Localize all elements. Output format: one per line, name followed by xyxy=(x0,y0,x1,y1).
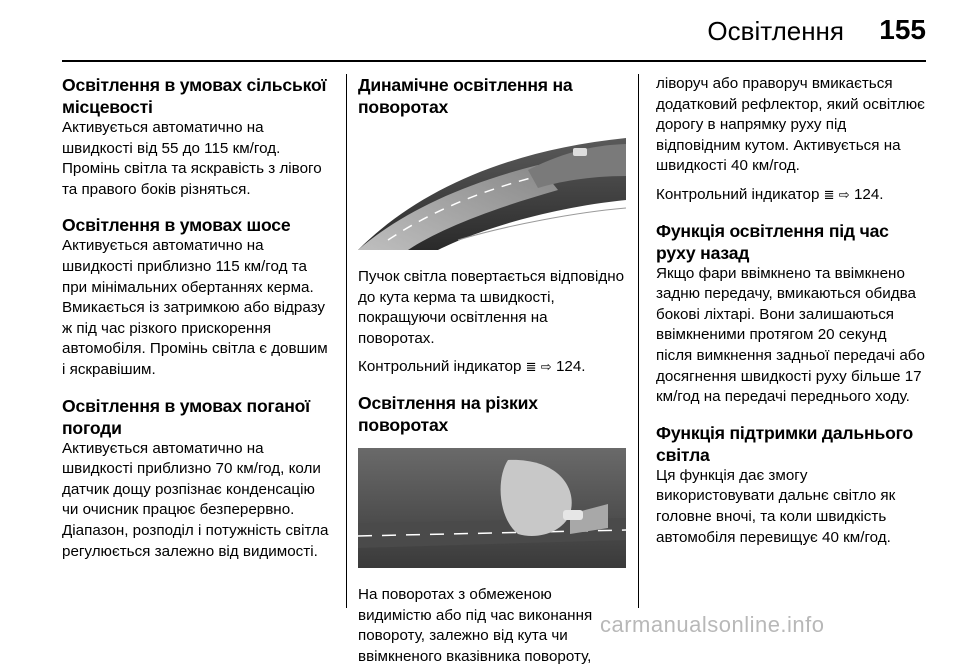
column-1 xyxy=(62,74,334,562)
page-header xyxy=(0,0,960,62)
column-divider xyxy=(346,74,347,608)
heading-dynamic-curve-light: Динамічне освітлення на поворотах xyxy=(358,75,573,117)
text-sharp-curve-light-continued: ліворуч або праворуч вмикається додатковий рефлектор, який освітлює дорогу в напрямку руху під відповідним кутом. Активується на швидкості 40 км/год. xyxy=(656,75,925,175)
indicator-page-ref[interactable]: 124. xyxy=(853,185,884,203)
text-country-lighting: Активується автоматично на швидкості від 55 до 115 км/год. Промінь світла та яскравість з лівого та правого боків різняться. xyxy=(62,119,322,198)
indicator-page-ref[interactable]: 124. xyxy=(555,358,586,376)
header-rule xyxy=(62,60,926,62)
text-motorway-lighting: Активується автоматично на швидкості приблизно 115 км/год та при мінімальних обертаннях керма. Вмикається із затримкою або відразу ж під час різкого прискорення автомобіля. Промінь світла є довшим і яскравішим. xyxy=(62,237,328,378)
watermark: carmanualsonline.info xyxy=(600,612,825,637)
indicator-label: Контрольний індикатор xyxy=(656,185,820,203)
heading-country-lighting: Освітлення в умовах сільської місцевості xyxy=(62,75,327,117)
indicator-ref-line xyxy=(656,185,926,206)
indicator-ref-line xyxy=(358,357,626,378)
text-sharp-curve-light: На поворотах з обмеженою видимістю або під час виконання повороту, залежно від кута чи ввімкненого вказівника повороту, xyxy=(358,585,593,665)
indicator-label: Контрольний індикатор xyxy=(358,358,522,376)
text-reversing-light: Якщо фари ввімкнено та ввімкнено задню передачу, вмикаються обидва бокові ліхтарі. Вони залишаються ввімкненими протягом 20 секунд після вимкнення задньої передачі або досягнення швидкості руху більше 17 км/год на передачі переднього ходу. xyxy=(656,264,925,406)
heading-bad-weather-lighting: Освітлення в умовах поганої погоди xyxy=(62,395,310,438)
headlight-indicator-icon: ≣ xyxy=(823,186,835,202)
sharp-curve-illustration xyxy=(358,448,626,568)
headlight-indicator-icon: ≣ xyxy=(525,359,537,375)
page-number: 155 xyxy=(879,14,926,45)
text-bad-weather-lighting: Активується автоматично на швидкості приблизно 70 км/год, коли датчик дощу розпізнає конденсацію чи очисник працює безперервно. Діапазон, розподіл і потужність світла регулюється залежно від видимості. xyxy=(62,439,329,560)
column-3 xyxy=(656,74,926,548)
curve-light-illustration xyxy=(358,130,626,250)
arrow-ref-icon: ⇨ xyxy=(540,359,552,375)
arrow-ref-icon: ⇨ xyxy=(838,186,850,202)
heading-reversing-light: Функція освітлення під час руху назад xyxy=(656,220,889,263)
section-title: Освітлення xyxy=(707,16,844,46)
heading-motorway-lighting: Освітлення в умовах шосе xyxy=(62,215,291,236)
heading-high-beam-assist: Функція підтримки дальнього світла xyxy=(656,422,914,465)
text-high-beam-assist: Ця функція дає змогу використовувати дальнє світло як головне вночі, та коли швидкість автомобіля перевищує 40 км/год. xyxy=(656,466,896,546)
heading-sharp-curve-light: Освітлення на різких поворотах xyxy=(358,392,538,435)
text-dynamic-curve-light: Пучок світла повертається відповідно до кута керма та швидкості, покращуючи освітлення на поворотах. xyxy=(358,268,625,347)
column-divider xyxy=(638,74,639,608)
column-2 xyxy=(358,74,626,667)
